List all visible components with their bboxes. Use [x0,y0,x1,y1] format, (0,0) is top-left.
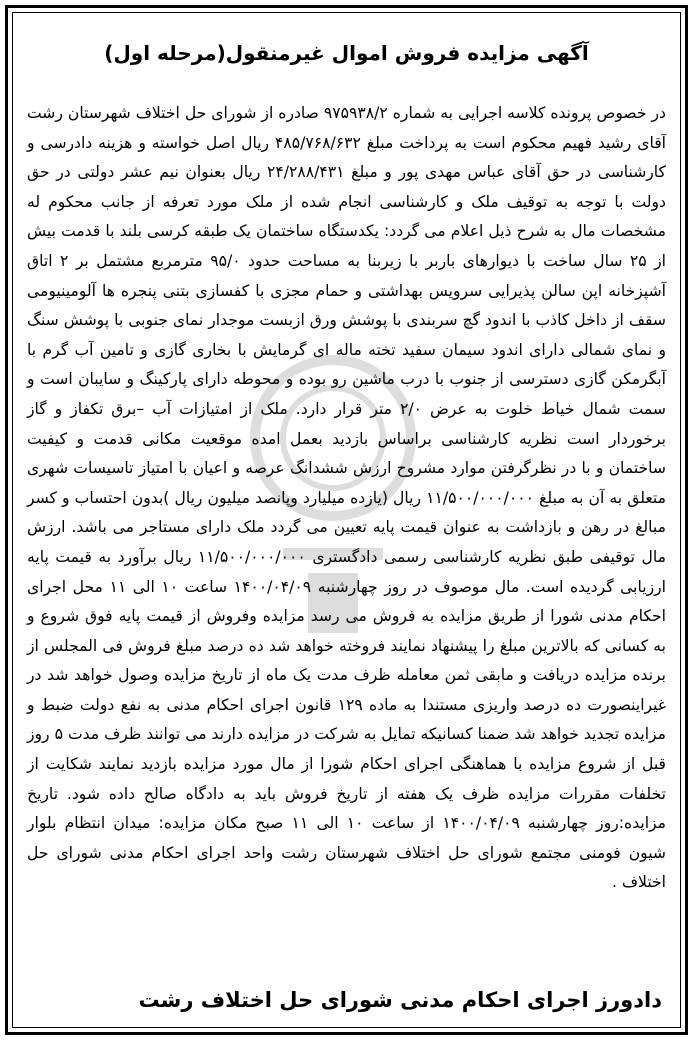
notice-signature: دادورز اجرای احکام مدنی شورای حل اختلاف رشت [138,988,662,1012]
notice-inner-border [12,12,681,1028]
notice-body: در خصوص پرونده کلاسه اجرایی به شماره ۹۷۵۹۳۸/۲ صادره از شورای حل اختلاف شهرستان رشت آقای رشید فهیم محکوم است به پرداخت مبلغ ۴۸۵/۷۶۸/۶۳۲ ریال اصل خواسته و هزینه دادرسی و کارشناسی در حق آقای عباس مهدی پور و مبلغ ۲۴/۲۸۸/۴۳۱ ریال بعنوان نیم عشر دولتی در حق دولت با توجه به توقیف ملک و کارشناسی انجام شده از ملک مورد تعرفه از جانب محکوم له مشخصات مال به شرح ذیل اعلام می گردد: یکدستگاه ساختمان یک طبقه کرسی بلند با قدمت بیش از ۲۵ سال ساخت با دیوارهای باربر با زیربنا به مساحت حدود ۹۵/۰ مترمربع مشتمل بر ۲ اتاق آشپزخانه اپن سالن پذیرایی سرویس بهداشتی و حمام مجزی با کفسازی بتنی پنجره ها آلومینیومی سقف از داخل کاذب با اندود گچ سربندی با پوشش ورق ازبست موجدار نمای جنوبی با پوشش سنگ و نمای شمالی دارای اندود سیمان سفید تخته ماله ای گرمایش با بخاری گازی و تامین آب گرم با آبگرمکن گازی دسترسی از جنوب با درب ماشین رو بوده و محوطه دارای پارکینگ و سایبان است و سمت شمال خیاط خلوت به عرض ۲/۰ متر قرار دارد. ملک از امتیازات آب –برق تکفاز و گاز برخوردار است نظریه کارشناسی براساس بازدید بعمل امده موقعیت مکانی قدمت و کیفیت ساختمان و با در نظرگرفتن موارد مشروح ارزش ششدانگ عرصه و اعیان با امتیاز تاسیسات شهری متعلق به آن به مبلغ ۱۱/۵۰۰/۰۰۰/۰۰۰ ریال (یازده میلیارد وپانصد میلیون ریال )بدون احتساب و کسر مبالغ در رهن و بازداشت به عنوان قیمت پایه تعیین می گردد ملک دارای مستاجر می باشد. ارزش مال توقیفی طبق نظریه کارشناسی رسمی دادگستری ۱۱/۵۰۰/۰۰۰/۰۰۰ ریال برآورد به قیمت پایه ارزیابی گردیده است. مال موصوف در روز چهارشنبه ۱۴۰۰/۰۴/۰۹ ساعت ۱۰ الی ۱۱ محل اجرای احکام مدنی شورا از طریق مزایده به فروش می رسد مزایده وفروش از قیمت پایه فوق شروع و به کسانی که بالاترین مبلغ را پیشنهاد نمایند فروخته خواهد شد ده درصد مبلغ فروش فی المجلس از برنده مزایده دریافت و مابقی ثمن معامله ظرف مدت یک ماه از تاریخ مزایده وصول خواهد شد در غیراینصورت ده درصد واریزی مستندا به ماده ۱۲۹ قانون اجرای احکام مدنی به نفع دولت ضبط و مزایده تجدید خواهد شد ضمنا کسانیکه تمایل به شرکت در مزایده دارند می توانند ظرف مدت ۵ روز قبل از شروع مزایده با هماهنگی اجرای احکام شورا از مال مورد مزایده بازدید نمایند شکایت از تخلفات مقررات مزایده ظرف یک هفته از تاریخ فروش باید به دادگاه صالح داده شود. تاریخ مزایده:روز چهارشنبه ۱۴۰۰/۰۴/۰۹ از ساعت ۱۰ الی ۱۱ صبح مکان مزایده: میدان انتظام بلوار شیون فومنی مجتمع شورای حل اختلاف شهرستان رشت واحد اجرای احکام مدنی شورای حل اختلاف . [27,104,667,892]
notice-frame [5,5,688,1035]
notice-title: آگهی مزایده فروش اموال غیرمنقول(مرحله اول) [104,41,589,65]
